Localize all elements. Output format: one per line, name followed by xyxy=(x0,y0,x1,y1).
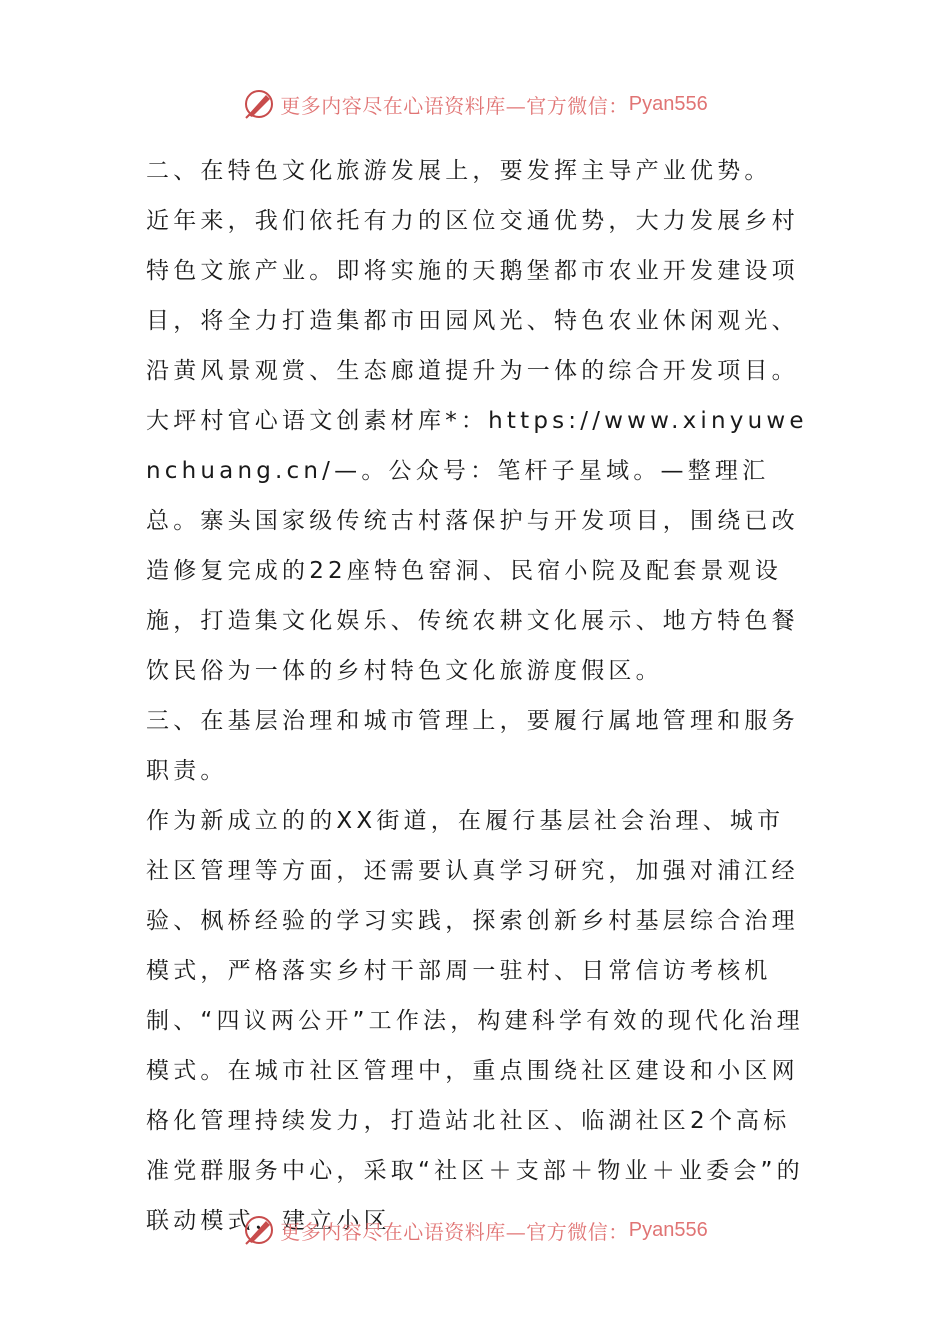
banner-text: 更多内容尽在心语资料库—官方微信： xyxy=(280,1219,629,1244)
section-heading-2: 二、在特色文化旅游发展上，要发挥主导产业优势。 xyxy=(146,158,772,184)
banner-text: 更多内容尽在心语资料库—官方微信： xyxy=(280,93,629,118)
header-banner xyxy=(0,84,950,124)
pen-logo-icon xyxy=(242,1213,276,1247)
section-heading-3: 三、在基层治理和城市管理上，要履行属地管理和服务职责。 xyxy=(146,708,799,784)
footer-banner xyxy=(0,1210,950,1250)
pen-logo-icon xyxy=(242,87,276,121)
banner-wechat-id: Pyan556 xyxy=(628,1218,708,1241)
paragraph-governance: 作为新成立的的XX街道，在履行基层社会治理、城市社区管理等方面，还需要认真学习研究，加强对浦江经验、枫桥经验的学习实践，探索创新乡村基层综合治理模式，严格落实乡村干部周一驻村、日常信访考核机制、“四议两公开”工作法，构建科学有效的现代化治理模式。在城市社区管理中，重点围绕社区建设和小区网格化管理持续发力，打造站北社区、临湖社区2个高标准党群服务中心，采取“社区＋支部＋物业＋业委会”的联动模式，建立小区 xyxy=(146,808,804,1234)
document-body xyxy=(146,146,810,1246)
paragraph-tourism: 近年来，我们依托有力的区位交通优势，大力发展乡村特色文旅产业。即将实施的天鹅堡都市农业开发建设项目，将全力打造集都市田园风光、特色农业休闲观光、沿黄风景观赏、生态廊道提升为一体的综合开发项目。大坪村官心语文创素材库*：https://www.xinyuwenchuang.cn/—。公众号：笔杆子星域。—整理汇总。寨头国家级传统古村落保护与开发项目，围绕已改造修复完成的22座特色窑洞、民宿小院及配套景观设施，打造集文化娱乐、传统农耕文化展示、地方特色餐饮民俗为一体的乡村特色文化旅游度假区。 xyxy=(146,208,808,684)
banner-wechat-id: Pyan556 xyxy=(628,92,708,115)
